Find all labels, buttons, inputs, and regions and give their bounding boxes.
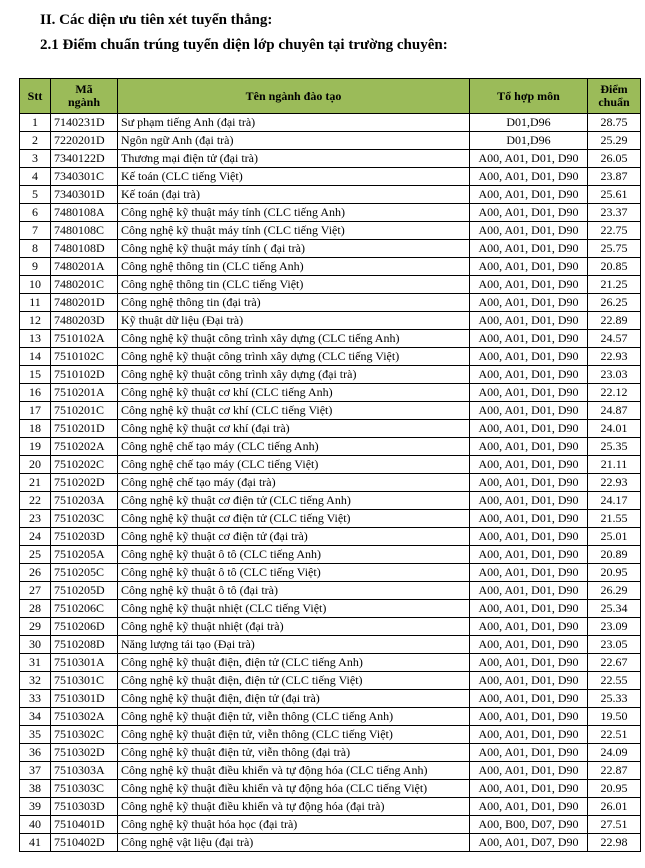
- cell-stt: 20: [20, 456, 51, 474]
- cell-ten-nganh: Công nghệ kỹ thuật máy tính (CLC tiếng Việt): [118, 222, 470, 240]
- table-row: [20, 348, 641, 366]
- cell-to-hop-mon: D01,D96: [470, 132, 588, 150]
- cell-to-hop-mon: A00, A01, D01, D90: [470, 726, 588, 744]
- cell-stt: 37: [20, 762, 51, 780]
- table-row: [20, 492, 641, 510]
- cell-stt: 35: [20, 726, 51, 744]
- cell-stt: 28: [20, 600, 51, 618]
- header-diem-chuan-line2: chuẩn: [598, 95, 630, 109]
- cell-ma-nganh: 7510301A: [51, 654, 118, 672]
- table-row: [20, 780, 641, 798]
- table-row: [20, 528, 641, 546]
- cell-ten-nganh: Công nghệ kỹ thuật công trình xây dựng (CLC tiếng Anh): [118, 330, 470, 348]
- cell-diem-chuan: 22.98: [588, 834, 641, 852]
- table-row: [20, 132, 641, 150]
- table-row: [20, 636, 641, 654]
- cell-ten-nganh: Công nghệ thông tin (CLC tiếng Việt): [118, 276, 470, 294]
- cell-stt: 23: [20, 510, 51, 528]
- cell-to-hop-mon: A00, A01, D01, D90: [470, 420, 588, 438]
- cell-to-hop-mon: A00, A01, D01, D90: [470, 744, 588, 762]
- cell-ten-nganh: Công nghệ kỹ thuật máy tính ( đại trà): [118, 240, 470, 258]
- cell-ma-nganh: 7510206D: [51, 618, 118, 636]
- section-heading: II. Các diện ưu tiên xét tuyển thẳng:: [40, 12, 273, 28]
- cell-to-hop-mon: A00, A01, D01, D90: [470, 492, 588, 510]
- cell-stt: 27: [20, 582, 51, 600]
- cell-ma-nganh: 7510402D: [51, 834, 118, 852]
- cell-stt: 2: [20, 132, 51, 150]
- cell-ma-nganh: 7510205C: [51, 564, 118, 582]
- cell-diem-chuan: 23.87: [588, 168, 641, 186]
- cell-diem-chuan: 20.85: [588, 258, 641, 276]
- cell-diem-chuan: 23.05: [588, 636, 641, 654]
- cell-ten-nganh: Công nghệ kỹ thuật điện, điện tử (CLC tiếng Việt): [118, 672, 470, 690]
- table-row: [20, 798, 641, 816]
- cell-ma-nganh: 7510203D: [51, 528, 118, 546]
- cell-ma-nganh: 7480201A: [51, 258, 118, 276]
- cell-ten-nganh: Năng lượng tái tạo (Đại trà): [118, 636, 470, 654]
- cell-ma-nganh: 7510302D: [51, 744, 118, 762]
- cell-to-hop-mon: A00, A01, D01, D90: [470, 528, 588, 546]
- cell-diem-chuan: 22.75: [588, 222, 641, 240]
- cell-ten-nganh: Công nghệ kỹ thuật cơ khí (CLC tiếng Việt): [118, 402, 470, 420]
- cell-to-hop-mon: A00, A01, D01, D90: [470, 474, 588, 492]
- table-row: [20, 258, 641, 276]
- cell-ten-nganh: Công nghệ kỹ thuật điện, điện tử (đại trà): [118, 690, 470, 708]
- cell-diem-chuan: 22.87: [588, 762, 641, 780]
- cell-ten-nganh: Công nghệ kỹ thuật điều khiển và tự động hóa (CLC tiếng Việt): [118, 780, 470, 798]
- cell-to-hop-mon: D01,D96: [470, 114, 588, 132]
- cell-stt: 16: [20, 384, 51, 402]
- cell-diem-chuan: 22.51: [588, 726, 641, 744]
- cell-ten-nganh: Công nghệ kỹ thuật ô tô (đại trà): [118, 582, 470, 600]
- cell-stt: 6: [20, 204, 51, 222]
- cell-ma-nganh: 7510203C: [51, 510, 118, 528]
- cell-to-hop-mon: A00, A01, D01, D90: [470, 798, 588, 816]
- cell-ten-nganh: Công nghệ kỹ thuật công trình xây dựng (đại trà): [118, 366, 470, 384]
- cell-diem-chuan: 22.93: [588, 474, 641, 492]
- table-row: [20, 654, 641, 672]
- cell-ten-nganh: Công nghệ kỹ thuật nhiệt (đại trà): [118, 618, 470, 636]
- header-ma-nganh-line1: Mã: [75, 82, 93, 96]
- cell-stt: 25: [20, 546, 51, 564]
- cell-diem-chuan: 22.93: [588, 348, 641, 366]
- cell-stt: 41: [20, 834, 51, 852]
- cell-to-hop-mon: A00, A01, D01, D90: [470, 564, 588, 582]
- table-row: [20, 438, 641, 456]
- cell-ten-nganh: Công nghệ chế tạo máy (CLC tiếng Anh): [118, 438, 470, 456]
- table-row: [20, 168, 641, 186]
- cell-to-hop-mon: A00, A01, D01, D90: [470, 618, 588, 636]
- cell-stt: 3: [20, 150, 51, 168]
- cell-diem-chuan: 25.01: [588, 528, 641, 546]
- cell-diem-chuan: 22.12: [588, 384, 641, 402]
- table-row: [20, 456, 641, 474]
- table-row: [20, 420, 641, 438]
- cell-ten-nganh: Công nghệ vật liệu (đại trà): [118, 834, 470, 852]
- cell-stt: 10: [20, 276, 51, 294]
- table-row: [20, 474, 641, 492]
- table-row: [20, 816, 641, 834]
- cell-to-hop-mon: A00, A01, D01, D90: [470, 708, 588, 726]
- cell-to-hop-mon: A00, A01, D01, D90: [470, 150, 588, 168]
- cell-to-hop-mon: A00, A01, D01, D90: [470, 510, 588, 528]
- cell-ten-nganh: Công nghệ kỹ thuật cơ điện tử (CLC tiếng Việt): [118, 510, 470, 528]
- cell-stt: 21: [20, 474, 51, 492]
- cell-ma-nganh: 7510208D: [51, 636, 118, 654]
- table-row: [20, 744, 641, 762]
- cell-stt: 1: [20, 114, 51, 132]
- cell-ten-nganh: Kế toán (CLC tiếng Việt): [118, 168, 470, 186]
- cell-ten-nganh: Công nghệ kỹ thuật công trình xây dựng (CLC tiếng Việt): [118, 348, 470, 366]
- cell-to-hop-mon: A00, A01, D01, D90: [470, 168, 588, 186]
- cell-diem-chuan: 24.57: [588, 330, 641, 348]
- cell-ma-nganh: 7510102A: [51, 330, 118, 348]
- cell-ma-nganh: 7510302C: [51, 726, 118, 744]
- cell-ten-nganh: Công nghệ chế tạo máy (đại trà): [118, 474, 470, 492]
- cell-ten-nganh: Công nghệ kỹ thuật điều khiển và tự động hóa (CLC tiếng Anh): [118, 762, 470, 780]
- table-row: [20, 672, 641, 690]
- cell-ten-nganh: Công nghệ kỹ thuật cơ khí (CLC tiếng Anh): [118, 384, 470, 402]
- table-row: [20, 366, 641, 384]
- cell-ma-nganh: 7480108A: [51, 204, 118, 222]
- cell-diem-chuan: 23.09: [588, 618, 641, 636]
- table-header-row: [20, 79, 641, 114]
- table-row: [20, 546, 641, 564]
- table-row: [20, 222, 641, 240]
- cell-to-hop-mon: A00, A01, D01, D90: [470, 276, 588, 294]
- cell-ma-nganh: 7140231D: [51, 114, 118, 132]
- table-row: [20, 330, 641, 348]
- table-row: [20, 402, 641, 420]
- cell-to-hop-mon: A00, A01, D01, D90: [470, 672, 588, 690]
- cell-diem-chuan: 27.51: [588, 816, 641, 834]
- table-row: [20, 276, 641, 294]
- cell-stt: 24: [20, 528, 51, 546]
- cell-ten-nganh: Công nghệ kỹ thuật cơ điện tử (CLC tiếng Anh): [118, 492, 470, 510]
- cell-diem-chuan: 22.55: [588, 672, 641, 690]
- cell-ma-nganh: 7510302A: [51, 708, 118, 726]
- cell-diem-chuan: 25.61: [588, 186, 641, 204]
- cell-to-hop-mon: A00, A01, D01, D90: [470, 384, 588, 402]
- cell-stt: 12: [20, 312, 51, 330]
- cell-to-hop-mon: A00, A01, D01, D90: [470, 366, 588, 384]
- cell-ten-nganh: Công nghệ kỹ thuật cơ điện tử (đại trà): [118, 528, 470, 546]
- cell-ten-nganh: Thương mại điện tử (đại trà): [118, 150, 470, 168]
- cell-ten-nganh: Kế toán (đại trà): [118, 186, 470, 204]
- cell-diem-chuan: 24.17: [588, 492, 641, 510]
- cell-diem-chuan: 20.95: [588, 564, 641, 582]
- table-row: [20, 618, 641, 636]
- cell-to-hop-mon: A00, A01, D01, D90: [470, 204, 588, 222]
- cell-stt: 11: [20, 294, 51, 312]
- cell-ma-nganh: 7220201D: [51, 132, 118, 150]
- cell-diem-chuan: 22.67: [588, 654, 641, 672]
- header-ma-nganh: [51, 79, 118, 114]
- table-row: [20, 690, 641, 708]
- cell-stt: 9: [20, 258, 51, 276]
- cell-to-hop-mon: A00, A01, D01, D90: [470, 330, 588, 348]
- cell-diem-chuan: 28.75: [588, 114, 641, 132]
- cell-stt: 5: [20, 186, 51, 204]
- cell-to-hop-mon: A00, A01, D01, D90: [470, 222, 588, 240]
- cell-stt: 17: [20, 402, 51, 420]
- cell-ma-nganh: 7510401D: [51, 816, 118, 834]
- cell-ten-nganh: Kỹ thuật dữ liệu (Đại trà): [118, 312, 470, 330]
- cell-to-hop-mon: A00, A01, D01, D90: [470, 294, 588, 312]
- header-ten-nganh: Tên ngành đào tạo: [118, 79, 470, 114]
- cell-to-hop-mon: A00, A01, D01, D90: [470, 546, 588, 564]
- cell-stt: 39: [20, 798, 51, 816]
- cell-to-hop-mon: A00, A01, D01, D90: [470, 438, 588, 456]
- cell-ma-nganh: 7510102C: [51, 348, 118, 366]
- table-row: [20, 708, 641, 726]
- cell-diem-chuan: 25.34: [588, 600, 641, 618]
- cell-stt: 34: [20, 708, 51, 726]
- table-body: [20, 114, 641, 852]
- table-row: [20, 204, 641, 222]
- cell-ten-nganh: Ngôn ngữ Anh (đại trà): [118, 132, 470, 150]
- cell-stt: 18: [20, 420, 51, 438]
- cell-ten-nganh: Công nghệ kỹ thuật máy tính (CLC tiếng Anh): [118, 204, 470, 222]
- cell-ma-nganh: 7510202D: [51, 474, 118, 492]
- table-row: [20, 600, 641, 618]
- table-row: [20, 186, 641, 204]
- cell-ma-nganh: 7340122D: [51, 150, 118, 168]
- cell-stt: 31: [20, 654, 51, 672]
- cell-diem-chuan: 21.55: [588, 510, 641, 528]
- cell-to-hop-mon: A00, B00, D07, D90: [470, 816, 588, 834]
- cell-stt: 30: [20, 636, 51, 654]
- cell-diem-chuan: 22.89: [588, 312, 641, 330]
- cell-to-hop-mon: A00, A01, D01, D90: [470, 312, 588, 330]
- cell-to-hop-mon: A00, A01, D01, D90: [470, 258, 588, 276]
- cell-to-hop-mon: A00, A01, D01, D90: [470, 402, 588, 420]
- cell-to-hop-mon: A00, A01, D01, D90: [470, 600, 588, 618]
- cell-ten-nganh: Công nghệ kỹ thuật nhiệt (CLC tiếng Việt): [118, 600, 470, 618]
- cell-to-hop-mon: A00, A01, D01, D90: [470, 690, 588, 708]
- table-row: [20, 834, 641, 852]
- cell-diem-chuan: 24.87: [588, 402, 641, 420]
- cell-stt: 29: [20, 618, 51, 636]
- table-row: [20, 510, 641, 528]
- cell-ma-nganh: 7340301D: [51, 186, 118, 204]
- cell-diem-chuan: 26.29: [588, 582, 641, 600]
- cell-ten-nganh: Công nghệ kỹ thuật điện, điện tử (CLC tiếng Anh): [118, 654, 470, 672]
- cell-ma-nganh: 7480201D: [51, 294, 118, 312]
- cell-ma-nganh: 7510301D: [51, 690, 118, 708]
- cell-ten-nganh: Công nghệ thông tin (CLC tiếng Anh): [118, 258, 470, 276]
- cell-ma-nganh: 7510303D: [51, 798, 118, 816]
- header-to-hop-mon: Tổ hợp môn: [470, 79, 588, 114]
- header-diem-chuan-line1: Điểm: [600, 82, 628, 96]
- cell-diem-chuan: 21.11: [588, 456, 641, 474]
- cell-stt: 26: [20, 564, 51, 582]
- cell-diem-chuan: 20.95: [588, 780, 641, 798]
- cell-stt: 14: [20, 348, 51, 366]
- cell-ma-nganh: 7510201C: [51, 402, 118, 420]
- cell-ma-nganh: 7510301C: [51, 672, 118, 690]
- cell-ma-nganh: 7510303A: [51, 762, 118, 780]
- cell-diem-chuan: 23.37: [588, 204, 641, 222]
- table-row: [20, 294, 641, 312]
- cell-stt: 32: [20, 672, 51, 690]
- cell-ten-nganh: Công nghệ chế tạo máy (CLC tiếng Việt): [118, 456, 470, 474]
- cell-ten-nganh: Công nghệ kỹ thuật hóa học (đại trà): [118, 816, 470, 834]
- cell-ten-nganh: Công nghệ kỹ thuật điều khiển và tự động hóa (đại trà): [118, 798, 470, 816]
- cell-stt: 40: [20, 816, 51, 834]
- cell-ma-nganh: 7340301C: [51, 168, 118, 186]
- cell-diem-chuan: 25.33: [588, 690, 641, 708]
- cell-diem-chuan: 26.05: [588, 150, 641, 168]
- cell-diem-chuan: 21.25: [588, 276, 641, 294]
- cell-ma-nganh: 7510206C: [51, 600, 118, 618]
- cell-stt: 36: [20, 744, 51, 762]
- cell-stt: 4: [20, 168, 51, 186]
- cell-to-hop-mon: A00, A01, D07, D90: [470, 834, 588, 852]
- cell-ten-nganh: Công nghệ kỹ thuật điện tử, viễn thông (CLC tiếng Anh): [118, 708, 470, 726]
- cell-to-hop-mon: A00, A01, D01, D90: [470, 636, 588, 654]
- cell-ten-nganh: Công nghệ kỹ thuật điện tử, viễn thông (đại trà): [118, 744, 470, 762]
- cell-diem-chuan: 20.89: [588, 546, 641, 564]
- cell-stt: 22: [20, 492, 51, 510]
- cell-ten-nganh: Công nghệ kỹ thuật cơ khí (đại trà): [118, 420, 470, 438]
- cell-diem-chuan: 25.35: [588, 438, 641, 456]
- cell-to-hop-mon: A00, A01, D01, D90: [470, 348, 588, 366]
- cell-ten-nganh: Sư phạm tiếng Anh (đại trà): [118, 114, 470, 132]
- table-row: [20, 312, 641, 330]
- table-row: [20, 384, 641, 402]
- table-row: [20, 564, 641, 582]
- table-row: [20, 150, 641, 168]
- header-stt: Stt: [20, 79, 51, 114]
- cell-diem-chuan: 26.01: [588, 798, 641, 816]
- admission-score-table: [19, 78, 641, 852]
- cell-stt: 8: [20, 240, 51, 258]
- cell-to-hop-mon: A00, A01, D01, D90: [470, 240, 588, 258]
- cell-diem-chuan: 26.25: [588, 294, 641, 312]
- cell-ma-nganh: 7510303C: [51, 780, 118, 798]
- cell-to-hop-mon: A00, A01, D01, D90: [470, 582, 588, 600]
- cell-diem-chuan: 24.09: [588, 744, 641, 762]
- table-row: [20, 114, 641, 132]
- cell-ten-nganh: Công nghệ kỹ thuật ô tô (CLC tiếng Anh): [118, 546, 470, 564]
- table-row: [20, 762, 641, 780]
- cell-stt: 7: [20, 222, 51, 240]
- cell-ma-nganh: 7480203D: [51, 312, 118, 330]
- cell-diem-chuan: 23.03: [588, 366, 641, 384]
- header-ma-nganh-line2: ngành: [67, 95, 101, 109]
- cell-ten-nganh: Công nghệ kỹ thuật điện tử, viễn thông (CLC tiếng Việt): [118, 726, 470, 744]
- cell-ma-nganh: 7510203A: [51, 492, 118, 510]
- cell-stt: 13: [20, 330, 51, 348]
- header-diem-chuan: [588, 79, 641, 114]
- cell-stt: 19: [20, 438, 51, 456]
- cell-ma-nganh: 7510201A: [51, 384, 118, 402]
- cell-ten-nganh: Công nghệ kỹ thuật ô tô (CLC tiếng Việt): [118, 564, 470, 582]
- table-row: [20, 726, 641, 744]
- cell-diem-chuan: 24.01: [588, 420, 641, 438]
- cell-stt: 15: [20, 366, 51, 384]
- cell-ma-nganh: 7510205A: [51, 546, 118, 564]
- subsection-heading: 2.1 Điểm chuẩn trúng tuyển diện lớp chuyên tại trường chuyên:: [40, 37, 448, 53]
- cell-ma-nganh: 7510202C: [51, 456, 118, 474]
- cell-stt: 38: [20, 780, 51, 798]
- cell-ten-nganh: Công nghệ thông tin (đại trà): [118, 294, 470, 312]
- cell-ma-nganh: 7480201C: [51, 276, 118, 294]
- cell-to-hop-mon: A00, A01, D01, D90: [470, 762, 588, 780]
- cell-to-hop-mon: A00, A01, D01, D90: [470, 780, 588, 798]
- cell-stt: 33: [20, 690, 51, 708]
- cell-ma-nganh: 7510201D: [51, 420, 118, 438]
- cell-to-hop-mon: A00, A01, D01, D90: [470, 186, 588, 204]
- cell-ma-nganh: 7480108C: [51, 222, 118, 240]
- cell-to-hop-mon: A00, A01, D01, D90: [470, 654, 588, 672]
- cell-ma-nganh: 7510202A: [51, 438, 118, 456]
- table-row: [20, 582, 641, 600]
- cell-ma-nganh: 7510102D: [51, 366, 118, 384]
- cell-diem-chuan: 19.50: [588, 708, 641, 726]
- table-row: [20, 240, 641, 258]
- cell-ma-nganh: 7510205D: [51, 582, 118, 600]
- cell-ma-nganh: 7480108D: [51, 240, 118, 258]
- cell-to-hop-mon: A00, A01, D01, D90: [470, 456, 588, 474]
- cell-diem-chuan: 25.75: [588, 240, 641, 258]
- cell-diem-chuan: 25.29: [588, 132, 641, 150]
